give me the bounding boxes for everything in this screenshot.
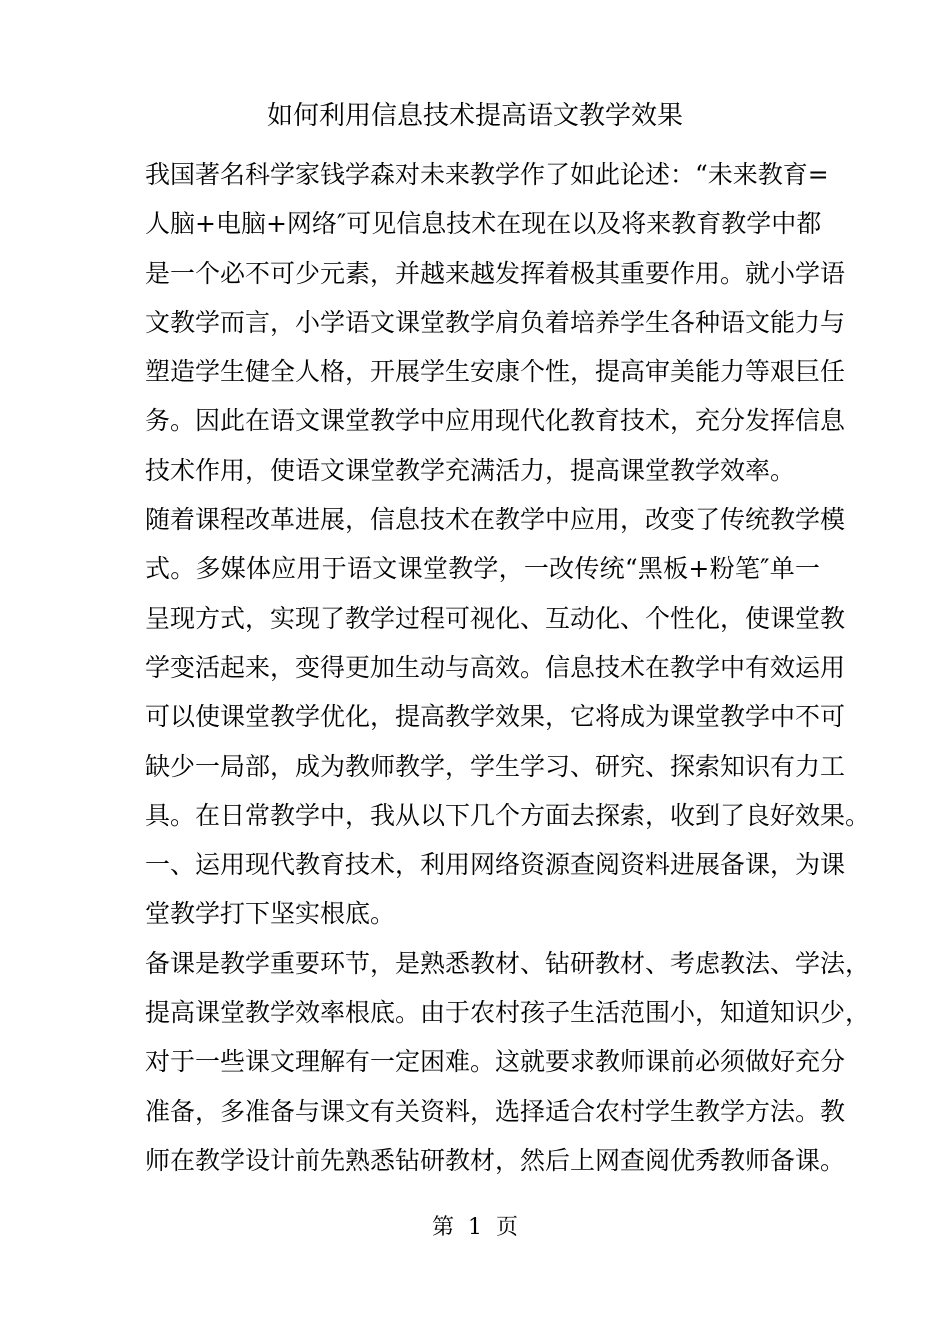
text-line: 呈现方式，实现了教学过程可视化、互动化、个性化，使课堂教 (145, 603, 846, 633)
text-line: 堂教学打下坚实根底。 (145, 899, 396, 929)
text-line: 学变活起来，变得更加生动与高效。信息技术在教学中有效运用 (145, 652, 846, 682)
text-line: 对于一些课文理解有一定困难。这就要求教师课前必须做好充分 (145, 1047, 846, 1077)
page-number: 第 1 页 (432, 1215, 518, 1240)
text-line: 备课是教学重要环节，是熟悉教材、钻研教材、考虑教法、学法， (145, 948, 871, 978)
text-line: 缺少一局部，成为教师教学，学生学习、研究、探索知识有力工 (145, 751, 846, 781)
text-line: 准备，多准备与课文有关资料，选择适合农村学生教学方法。教 (145, 1096, 846, 1126)
paragraph-3-heading (145, 840, 846, 939)
text-line: 具。在日常教学中，我从以下几个方面去探索，收到了良好效果。 (145, 800, 871, 830)
paragraph-2 (145, 495, 871, 840)
text-line: 塑造学生健全人格，开展学生安康个性，提高审美能力等艰巨任 (145, 357, 846, 387)
document-title: 如何利用信息技术提高语文教学效果 (266, 101, 683, 131)
text-line: 随着课程改革进展，信息技术在教学中应用，改变了传统教学模 (145, 505, 846, 535)
text-line: 提高课堂教学效率根底。由于农村孩子生活范围小，知道知识少， (145, 998, 871, 1028)
text-line: 技术作用，使语文课堂教学充满活力，提高课堂教学效率。 (145, 455, 796, 485)
text-line: 我国著名科学家钱学森对未来教学作了如此论述：“未来教育= (145, 160, 829, 189)
text-line: 务。因此在语文课堂教学中应用现代化教育技术，充分发挥信息 (145, 406, 846, 436)
text-line: 师在教学设计前先熟悉钻研教材，然后上网查阅优秀教师备课。 (145, 1145, 846, 1175)
document-body (145, 150, 871, 1185)
paragraph-4 (145, 939, 871, 1185)
text-line: 人脑+电脑+网络″可见信息技术在现在以及将来教育教学中都 (145, 209, 822, 239)
text-line: 式。多媒体应用于语文课堂教学，一改传统“黑板+粉笔″单一 (145, 554, 820, 584)
text-line: 文教学而言，小学语文课堂教学肩负着培养学生各种语文能力与 (145, 307, 846, 337)
text-line: 可以使课堂教学优化，提高教学效果，它将成为课堂教学中不可 (145, 702, 846, 732)
text-line: 一、运用现代教育技术，利用网络资源查阅资料进展备课，为课 (145, 850, 846, 880)
paragraph-1 (145, 150, 846, 495)
text-line: 是一个必不可少元素，并越来越发挥着极其重要作用。就小学语 (145, 258, 846, 288)
